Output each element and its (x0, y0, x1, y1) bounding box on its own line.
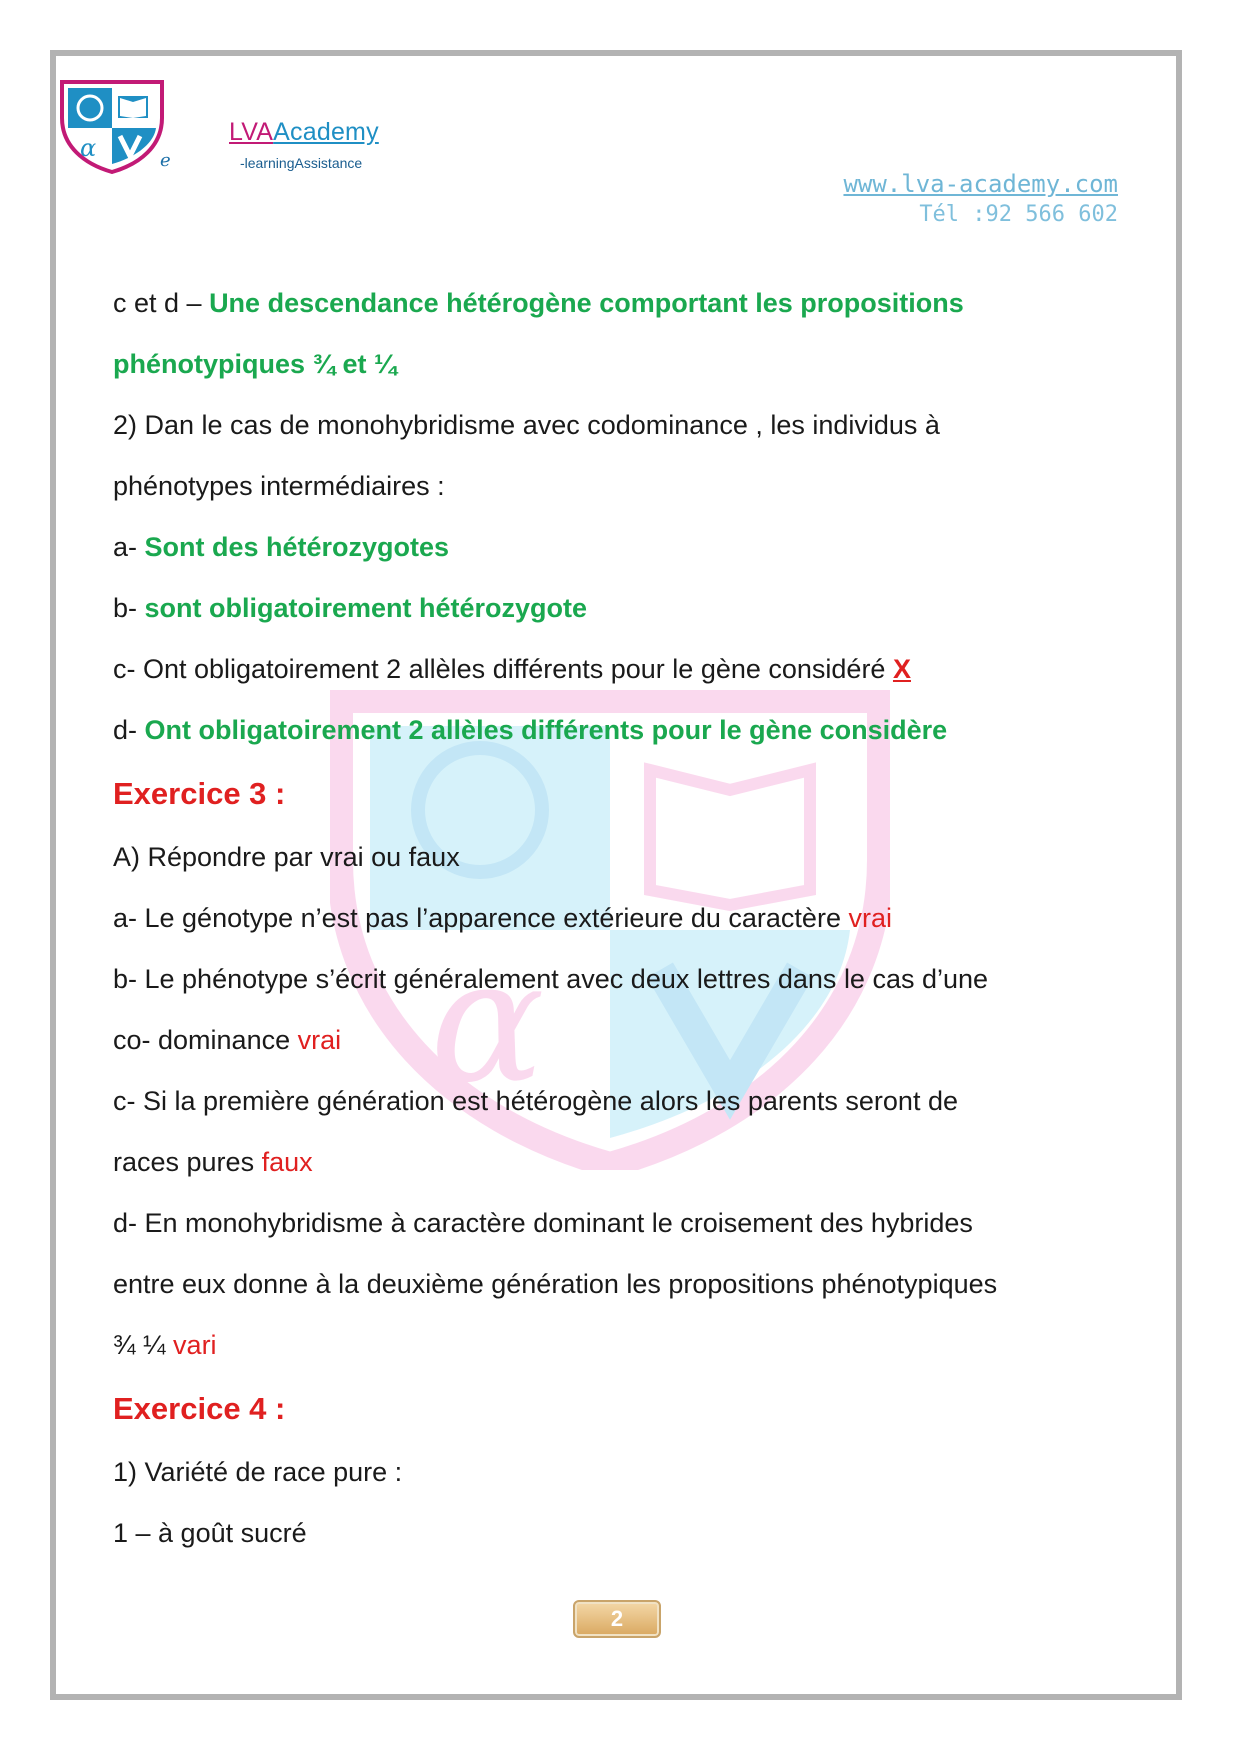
option-d: d- Ont obligatoirement 2 allèles différents pour le gène considère (113, 715, 948, 745)
statement-d-end: ¾ ¼ vari (113, 1330, 217, 1360)
wrong-mark: X (892, 654, 911, 684)
lva-shield-logo (56, 78, 168, 174)
logo-e-letter: e (160, 150, 171, 171)
question-2-cont: phénotypes intermédiaires : (113, 471, 445, 501)
svg-text:α: α (80, 134, 97, 162)
answer-value: vari (173, 1330, 217, 1360)
answer-value: vrai (297, 1025, 342, 1055)
website-link[interactable]: www.lva-academy.com (843, 170, 1118, 198)
answer-value: vrai (848, 903, 892, 933)
statement-b: b- Le phénotype s’écrit généralement avec deux lettres dans le cas d’une (113, 964, 989, 994)
exercise-3-title: Exercice 3 : (113, 776, 286, 811)
correct-answer: sont obligatoirement hétérozygote (144, 593, 588, 623)
answer-line-c-d: c et d – Une descendance hétérogène comportant les propositions (113, 288, 964, 318)
statement-a: a- Le génotype n’est pas l’apparence extérieure du caractère vrai (113, 903, 892, 933)
option-a: a- Sont des hétérozygotes (113, 532, 450, 562)
phone-number: Tél :92 566 602 (919, 202, 1118, 227)
brand-academy: Academy (273, 118, 379, 146)
statement-b-cont: co- dominance vrai (113, 1025, 342, 1055)
statement-d-cont: entre eux donne à la deuxième génération les propositions phénotypiques (113, 1269, 998, 1299)
question-2: 2) Dan le cas de monohybridisme avec codominance , les individus à (113, 410, 940, 440)
statement-c: c- Si la première génération est hétérogène alors les parents seront de (113, 1086, 958, 1116)
correct-answer: Ont obligatoirement 2 allèles différents pour le gène considère (144, 715, 948, 745)
option-b: b- sont obligatoirement hétérozygote (113, 593, 588, 623)
statement-d: d- En monohybridisme à caractère dominant le croisement des hybrides (113, 1208, 973, 1238)
answer-value: faux (261, 1147, 313, 1177)
exercise-4-title: Exercice 4 : (113, 1391, 286, 1426)
exercise-4-question-1: 1) Variété de race pure : (113, 1457, 403, 1487)
correct-answer: Une descendance hétérogène comportant les propositions (209, 288, 964, 318)
brand-name (229, 118, 379, 147)
correct-answer: Sont des hétérozygotes (144, 532, 450, 562)
page-number: 2 (573, 1600, 661, 1638)
document-body (113, 278, 1123, 1569)
correct-answer: phénotypiques ¾ et ¼ (113, 349, 397, 379)
exercise-3-instruction: A) Répondre par vrai ou faux (113, 842, 460, 872)
exercise-4-item-1: 1 – à goût sucré (113, 1518, 307, 1548)
brand-tagline: -learningAssistance (240, 155, 363, 171)
svg-text:α: α (430, 923, 545, 1121)
answer-line-cont (113, 339, 1123, 400)
option-c: c- Ont obligatoirement 2 allèles différents pour le gène considéré X (113, 654, 911, 684)
brand-lva: LVA (229, 118, 274, 146)
statement-c-cont: races pures faux (113, 1147, 313, 1177)
